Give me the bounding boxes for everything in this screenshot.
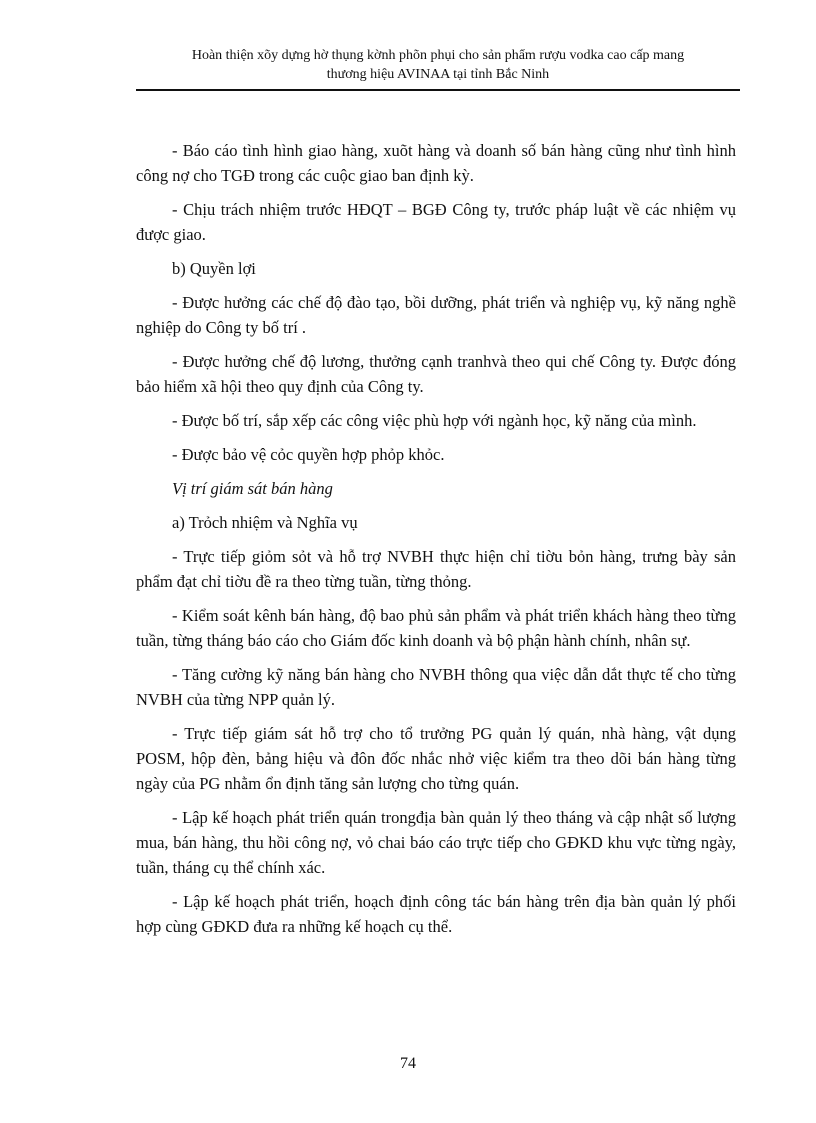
header-divider [136,89,740,91]
paragraph-development-plan: - Lập kế hoạch phát triển quán trongđịa bàn quản lý theo tháng và cập nhật số lượng mua, bán hàng, thu hồi công nợ, vỏ chai báo cáo trực tiếp cho GĐKD khu vực từng ngày, tuần, tháng cụ thể chính xác. [136,808,736,877]
paragraph-training: - Được hưởng các chế độ đào tạo, bồi dưỡng, phát triển và nghiệp vụ, kỹ năng nghề nghiệp do Công ty bố trí . [136,293,736,337]
paragraph-job-assignment: - Được bố trí, sắp xếp các công việc phù hợp với ngành học, kỹ năng của mình. [172,411,697,430]
running-header [136,46,740,84]
paragraph-delivery-report: - Báo cáo tình hình giao hàng, xuõt hàng và doanh số bán hàng cũng như tình hình công nợ cho TGĐ trong các cuộc giao ban định kỳ. [136,141,736,185]
section-heading-benefits: b) Quyền lợi [172,259,256,278]
paragraph-sales-planning: - Lập kế hoạch phát triển, hoạch định công tác bán hàng trên địa bàn quản lý phối hợp cùng GĐKD đưa ra những kế hoạch cụ thể. [136,892,736,936]
header-title-line-1: Hoàn thiện xõy dựng hờ thụng kờnh phõn phụi cho sản phẩm rượu vodka cao cấp mang [191,48,685,63]
body-text [136,138,736,948]
section-heading-duties: a) Trỏch nhiệm và Nghĩa vụ [172,513,358,532]
paragraph-skill-training: - Tăng cường kỹ năng bán hàng cho NVBH thông qua việc dẫn dắt thực tế cho từng NVBH của từng NPP quản lý. [136,665,736,709]
paragraph-salary: - Được hưởng chế độ lương, thưởng cạnh tranhvà theo qui chế Công ty. Được đóng bảo hiểm xã hội theo quy định của Công ty. [136,352,736,396]
header-title-line-2: thương hiệu AVINAA tại tỉnh Bắc Ninh [326,67,550,82]
paragraph-channel-control: - Kiểm soát kênh bán hàng, độ bao phủ sản phẩm và phát triển khách hàng theo từng tuần, từng tháng báo cáo cho Giám đốc kinh doanh và bộ phận hành chính, nhân sự. [136,606,736,650]
page-number: 74 [400,1055,416,1072]
paragraph-supervise-nvbh: - Trực tiếp giỏm sỏt và hỗ trợ NVBH thực hiện chỉ tiờu bỏn hàng, trưng bày sản phẩm đạt chỉ tiờu đề ra theo từng tuần, từng thỏng. [136,547,736,591]
paragraph-responsibility: - Chịu trách nhiệm trước HĐQT – BGĐ Công ty, trước pháp luật về các nhiệm vụ được giao. [136,200,736,244]
paragraph-legal-rights: - Được bảo vệ cỏc quyền hợp phỏp khỏc. [172,445,445,464]
paragraph-pg-supervision: - Trực tiếp giám sát hỗ trợ cho tổ trưởng PG quản lý quán, nhà hàng, vật dụng POSM, hộp đèn, bảng hiệu và đôn đốc nhắc nhở việc kiểm tra theo dõi bán hàng từng ngày của PG nhằm ổn định tăng sản lượng cho từng quán. [136,724,736,793]
section-heading-sales-supervisor: Vị trí giám sát bán hàng [172,479,333,498]
